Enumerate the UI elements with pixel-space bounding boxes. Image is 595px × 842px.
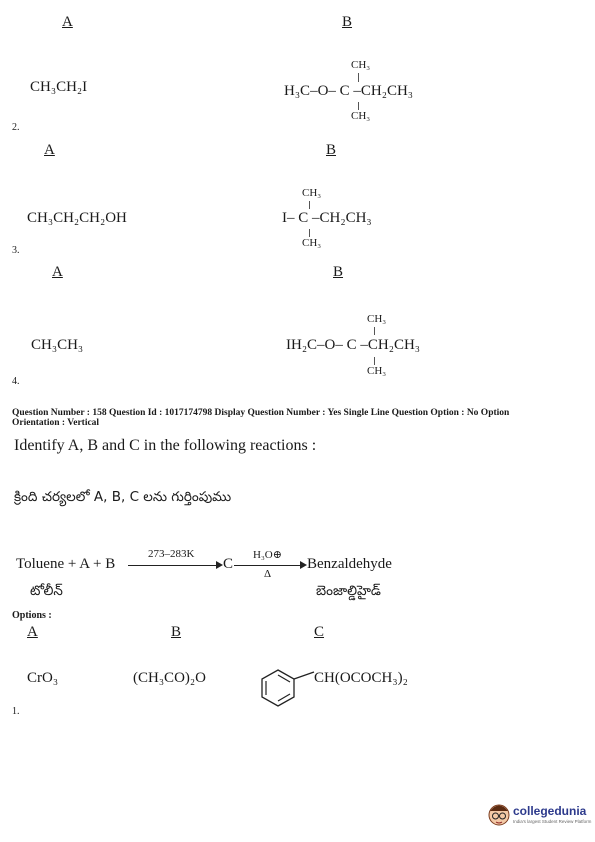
- reaction-arrow-1: [128, 565, 218, 566]
- bond-line: [374, 327, 375, 335]
- question-text-telugu: క్రింది చర్యలలో A, B, C లను గుర్తింపుము: [14, 489, 232, 505]
- arrow2-reagent: H₃O⊕: [253, 549, 282, 561]
- benzaldehyde-telugu-label: బెంజాల్డిహైడ్: [316, 583, 381, 599]
- option-number: 2.: [12, 122, 20, 133]
- collegedunia-logo: [488, 800, 592, 832]
- option4-b-bottom-group: CH₃: [367, 365, 387, 377]
- option3-b-top-group: CH₃: [302, 187, 322, 199]
- option3-b-bottom-group: CH₃: [302, 237, 322, 249]
- label-a: A: [44, 142, 55, 158]
- label-b: B: [171, 624, 182, 640]
- label-b: B: [342, 14, 353, 30]
- reaction-intermediate: C: [223, 556, 234, 572]
- option1-a-formula: CrO₃: [27, 670, 59, 686]
- option3-b-formula: I– C –CH₂CH₃: [282, 210, 372, 226]
- brand-tagline: India's largest Student Review Platform: [513, 819, 592, 824]
- option4-b-top-group: CH₃: [367, 313, 387, 325]
- benzene-ring-icon: [260, 666, 318, 712]
- question-meta-line2: Orientation : Vertical: [12, 418, 100, 428]
- label-b: B: [326, 142, 337, 158]
- bond-line: [358, 73, 359, 82]
- toluene-telugu-label: టోలీన్: [30, 583, 63, 599]
- brand-name: collegedunia: [513, 804, 587, 818]
- label-a: A: [62, 14, 73, 30]
- option4-b-formula: IH₂C–O– C –CH₂CH₃: [286, 337, 421, 353]
- arrow2-heat: Δ: [264, 568, 272, 580]
- label-c: C: [314, 624, 325, 640]
- option2-a-formula: CH₃CH₂I: [30, 79, 88, 95]
- mascot-icon: [488, 802, 510, 828]
- option2-b-bottom-group: CH₃: [351, 110, 371, 122]
- option-number: 1.: [12, 706, 20, 717]
- question-text-english: Identify A, B and C in the following reactions :: [14, 437, 317, 454]
- options-header: Options :: [12, 610, 52, 621]
- bond-line: [358, 102, 359, 110]
- reaction-product: Benzaldehyde: [307, 556, 392, 572]
- question-meta-line1: Question Number : 158 Question Id : 1017174798 Display Question Number : Yes Single Line Question Option : No Option: [12, 408, 510, 418]
- option2-b-top-group: CH₃: [351, 59, 371, 71]
- option1-c-formula: CH(OCOCH₃)₂: [314, 670, 408, 686]
- label-a: A: [52, 264, 63, 280]
- option-number: 3.: [12, 245, 20, 256]
- arrowhead: [300, 561, 307, 569]
- arrow1-condition: 273–283K: [148, 548, 195, 560]
- bond-line: [309, 229, 310, 237]
- bond-line: [374, 357, 375, 365]
- option-number: 4.: [12, 376, 20, 387]
- reaction-arrow-2: [234, 565, 302, 566]
- reaction-reactants: Toluene + A + B: [16, 556, 116, 572]
- label-a: A: [27, 624, 38, 640]
- bond-line: [309, 201, 310, 209]
- option2-b-formula: H₃C–O– C –CH₂CH₃: [284, 83, 414, 99]
- arrowhead: [216, 561, 223, 569]
- option3-a-formula: CH₃CH₂CH₂OH: [27, 210, 127, 226]
- option1-b-formula: (CH₃CO)₂O: [133, 670, 206, 686]
- option4-a-formula: CH₃CH₃: [31, 337, 84, 353]
- label-b: B: [333, 264, 344, 280]
